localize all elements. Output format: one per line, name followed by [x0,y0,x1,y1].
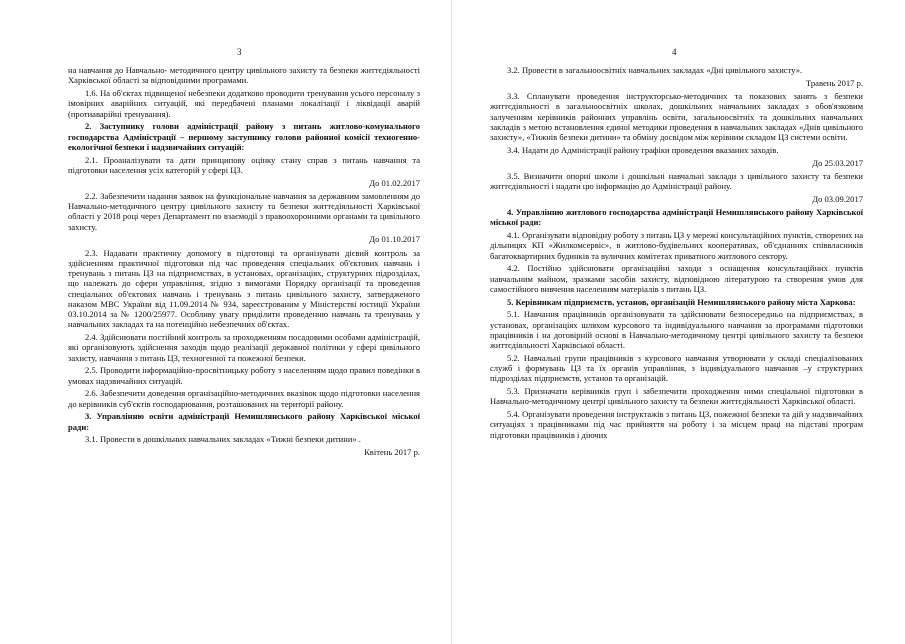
deadline-date: До 03.09.2017 [812,193,863,204]
section-heading: 3. Управлінню освіти адміністрації Немишлянського району Харківської міської ради: [68,411,420,432]
section-heading: 4. Управлінню житлового господарства адміністрації Немишлянського району Харківської міської ради: [490,207,863,228]
deadline-date: До 01.02.2017 [369,177,420,188]
deadline-date: До 25.03.2017 [812,157,863,168]
paragraph: 5.3. Призначати керівників груп і забезпечити проходження ними спеціальної підготовки в Навчально-методичному центрі цивільного захисту та безпеки життєдіяльності Харківської області. [490,386,863,407]
paragraph: 2.4. Здійснювати постійний контроль за проходженням посадовими особами адміністрацій, які організовують здійснення заходів щодо реалізації державної політики у сфері цивільного захисту, навчання з питань ЦЗ, техногенної та пожежної безпеки. [68,332,420,363]
paragraph: 2.1. Проаналізувати та дати принципову оцінку стану справ з питань навчання та підготовки населення усіх категорій у сфері ЦЗ. [68,154,420,175]
paragraph: 3.1. Провести в дошкільних навчальних закладах «Тижні безпеки дитини» . [85,434,361,445]
section-heading: 5. Керівникам підприємств, установ, організацій Немишлянського району міста Харкова: [507,296,856,307]
paragraph: 2.3. Надавати практичну допомогу в підготовці та організувати дієвий контроль за здійсненням практичної підготовки під час проведення спеціальних об'єктових навчань і тренувань з питань ЦЗ на підприємствах, в установах, організаціях, структурних підрозділах, що належать до сфери управління, згідно з вимогами Порядку організації та проведення спеціальних об'єктових навчань і тренувань з питань цивільного захисту, затвердженого наказом МВС України від 11.09.2014 № 934, зареєстрованим у Міністерстві юстиції України 03.10.2014 за № 1200/25977. Особливу увагу приділити проведенню навчань та тренувань у навчальних закладах та на потенційно небезпечних об'єктах. [68,247,420,330]
paragraph: 2.5. Проводити інформаційно-просвітницьку роботу з населенням щодо правил поведінки в умовах надзвичайних ситуацій. [68,365,420,386]
paragraph: 4.1. Організувати відповідну роботу з питань ЦЗ у мережі консультаційних пунктів, створених на дільницях КП «Жилкомсервіс», в житлово-будівельних кооперативах, об'єднаннях співвласників багатоквартирних будинків та вуличних комітетах приватного житлового сектору. [490,230,863,261]
paragraph: 5.1. Навчання працівників організовувати та здійснювати безпосередньо на підприємствах, в установах, організаціях шляхом курсового та індивідуального навчання за програмами підготовки працівників і на договірній основі в Навчально-методичному центрі цивільного захисту та безпеки життєдіяльності Харківської області. [490,309,863,350]
paragraph: 1.6. На об'єктах підвищеної небезпеки додатково проводити тренування усього персоналу з імовірних аварійних ситуацій, які передбачені планами локалізації і ліквідації аварій (протиаварійні тренування). [68,88,420,119]
left-page-body [68,65,420,460]
paragraph: 4.2. Постійно здійснювати організаційні заходи з оснащення консультаційних пунктів навчальним майном, зразками засобів захисту, відповідною літературою та створення умов для самостійного вивчення населенням матеріалів з питань ЦЗ. [490,263,863,294]
page-number: 3 [237,47,242,57]
paragraph: на навчання до Навчально- методичного центру цивільного захисту та безпеки життєдіяльності Харківської області за відповідними програмами. [68,65,420,86]
paragraph: 3.3. Спланувати проведення інструкторсько-методичних та показових занять з безпеки життєдіяльності в загальноосвітніх школах, дошкільних навчальних закладах з обов'язковим залученням керівників районних управлінь освіти, загальноосвітніх та дошкільних навчальних закладів з метою встановлення єдиної методики проведення в навчальних закладах «Днів цивільного захисту», «Тижнів безпеки дитини» та обміну досвідом між керівним складом ЦЗ системи освіти. [490,91,863,142]
paragraph: 2.2. Забезпечити надання заявок на функціональне навчання за державним замовленням до Навчально-методичного центру цивільного захисту та безпеки життєдіяльності Харківської області у 2018 році через Департамент по взаємодії з правоохоронними органами та цивільного захисту. [68,190,420,232]
deadline-date: Травень 2017 р. [806,77,863,88]
deadline-date: Квітень 2017 р. [364,447,420,457]
paragraph: 5.4. Організувати проведення інструктажів з питань ЦЗ, пожежної безпеки та дій у надзвичайних ситуаціях з працівниками під час прийняття на роботу і за місцем праці на підставі програм підготовки працівників і діючих [490,409,863,440]
paragraph: 3.2. Провести в загальноосвітніх навчальних закладах «Дні цивільного захисту». [507,65,803,75]
paragraph: 3.5. Визначити опорні школи і дошкільні навчальні заклади з цивільного захисту та безпеки життєдіяльності і надати цю інформацію до Адміністрації району. [490,170,863,191]
section-heading: 2. Заступнику голови адміністрації району з питань житлово-комунального господарства Адміністрації – першому заступнику голови районної комісії техногенно-екологічної безпеки і надзвичайних ситуацій: [68,121,420,152]
right-page-body [490,65,863,442]
paragraph: 5.2. Навчальні групи працівників з курсового навчання утворювати у складі спеціалізованих служб і формувань ЦЗ та їх органів управління, з індивідуального навчання –у структурних підрозділах підприємств, установ та організацій. [490,352,863,384]
deadline-date: До 01.10.2017 [369,234,420,245]
paragraph: 2.6. Забезпечити доведення організаційно-методичних вказівок щодо підготовки населення до керівників суб'єктів господарювання, розташованих на території району. [68,388,420,409]
page-number: 4 [672,47,677,57]
paragraph: 3.4. Надати до Адміністрації району графіки проведення вказаних заходів. [507,144,779,155]
